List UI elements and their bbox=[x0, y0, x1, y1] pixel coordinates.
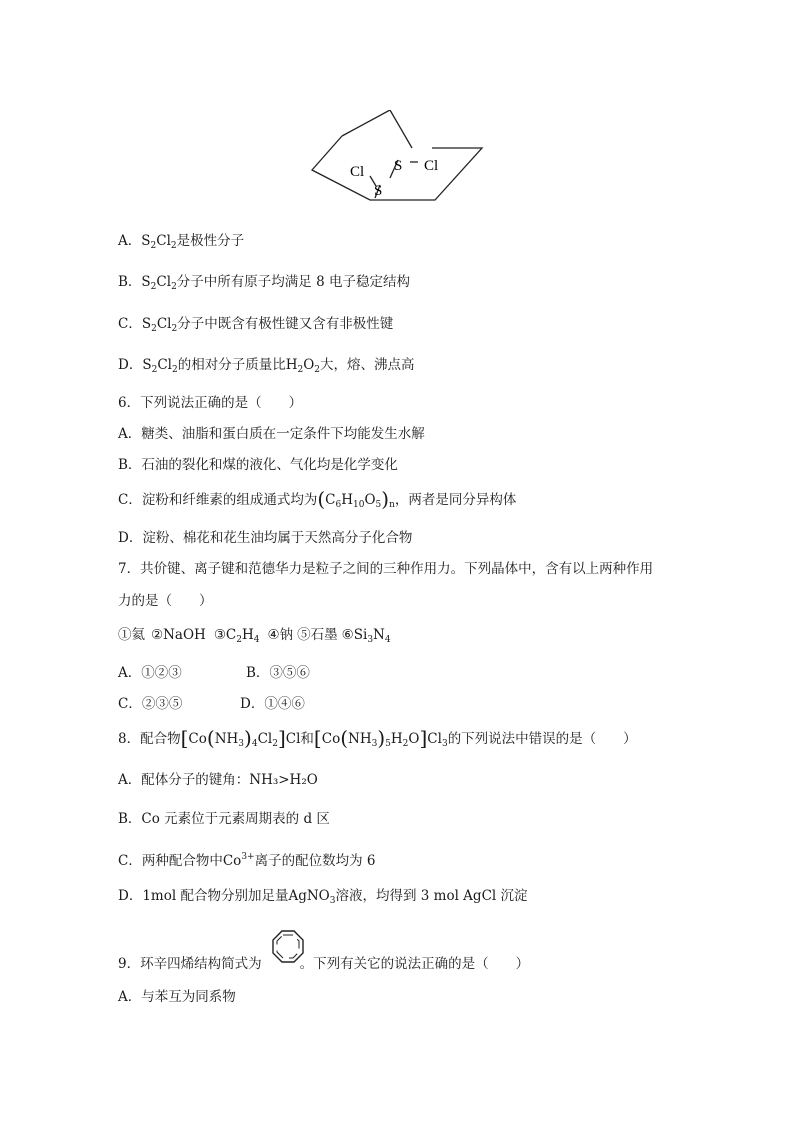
q8-option-d: D．1mol 配合物分别加足量AgNO$_3$溶液，均得到 3 mol AgCl 沉淀 bbox=[118, 888, 528, 906]
q9-option-a: A．与苯互为同系物 bbox=[118, 989, 236, 1005]
q7-option-d: D．①④⑥ bbox=[240, 696, 305, 712]
q6-option-a: A．糖类、油脂和蛋白质在一定条件下均能发生水解 bbox=[118, 426, 425, 442]
q6-stem: 6．下列说法正确的是（ ） bbox=[118, 395, 303, 411]
cyclooctatetraene-icon bbox=[270, 929, 306, 965]
s2cl2-structure-figure bbox=[300, 110, 490, 210]
q8-option-c: C．两种配合物中$Co^{3+}$离子的配位数均为 6 bbox=[118, 852, 376, 869]
q7-stem-line1: 7．共价键、离子键和范德华力是粒子之间的三种作用力。下列晶体中，含有以上两种作用 bbox=[118, 561, 654, 577]
q5-option-a: A．$S_2Cl_2$是极性分子 bbox=[118, 233, 245, 251]
q7-option-c: C．②③⑤ bbox=[118, 696, 183, 712]
atom-cl-right: Cl bbox=[424, 158, 439, 174]
q7-option-b: B．③⑤⑥ bbox=[246, 665, 310, 681]
q8-option-b: B．Co 元素位于元素周期表的 d 区 bbox=[118, 811, 330, 827]
atom-s-lower: S bbox=[374, 183, 383, 199]
q7-stem-line2: 力的是（ ） bbox=[118, 593, 213, 609]
q8-stem: 8．配合物$[Co(NH_3)_4Cl_2]Cl$和$[Co(NH_3)_5H_2O]Cl_3$的下列说法中错误的是（ ） bbox=[118, 726, 637, 750]
q7-option-a: A．①②③ bbox=[118, 665, 182, 681]
q6-option-d: D．淀粉、棉花和花生油均属于天然高分子化合物 bbox=[118, 530, 413, 546]
atom-s-upper: S bbox=[394, 158, 403, 174]
q9-stem: 9．环辛四烯结构简式为 。下列有关它的说法正确的是（ ） bbox=[118, 956, 530, 972]
q7-items: ①氦 ②NaOH $③C_2H_4$ ④钠 ⑤石墨 $⑥Si_3N_4$ bbox=[118, 627, 391, 645]
q5-option-c: C．$S_2Cl_2$分子中既含有极性键又含有非极性键 bbox=[118, 316, 394, 334]
atom-cl-left: Cl bbox=[350, 164, 365, 180]
q5-option-d: D．$S_2Cl_2$的相对分子质量比$H_2O_2$大，熔、沸点高 bbox=[118, 357, 415, 375]
q6-option-c: C．淀粉和纤维素的组成通式均为$(C_6H_{10}O_5)_n$，两者是同分异构体 bbox=[118, 487, 517, 511]
q8-option-a: A．配体分子的键角：NH₃>H₂O bbox=[118, 772, 318, 788]
q5-option-b: B．$S_2Cl_2$分子中所有原子均满足 8 电子稳定结构 bbox=[118, 274, 410, 292]
q6-option-b: B．石油的裂化和煤的液化、气化均是化学变化 bbox=[118, 457, 398, 473]
